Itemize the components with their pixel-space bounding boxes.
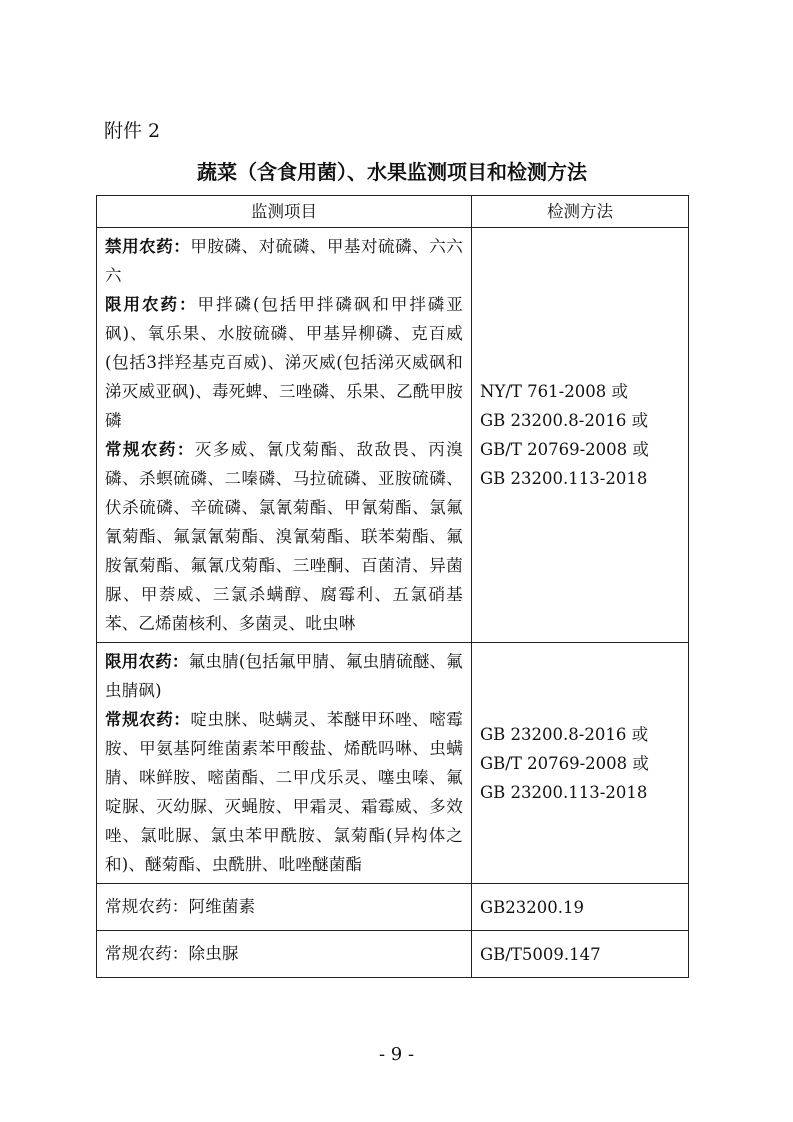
method-line: GB23200.19: [480, 897, 585, 917]
attachment-label: 附件 2: [104, 120, 161, 142]
pesticide-group: [105, 232, 463, 290]
method-line: GB/T5009.147: [480, 944, 601, 964]
group-text: 啶虫脒、哒螨灵、苯醚甲环唑、嘧霉胺、甲氨基阿维菌素苯甲酸盐、烯酰吗啉、虫螨腈、咪鲜胺、嘧菌酯、二甲戊乐灵、噻虫嗪、氟啶脲、灭幼脲、灭蝇胺、甲霜灵、霜霉威、多效唑、氯吡脲、氯虫苯甲酰胺、氯菊酯(异构体之和)、醚菊酯、虫酰肼、吡唑醚菌酯: [105, 710, 464, 874]
group-text: 甲拌磷(包括甲拌磷砜和甲拌磷亚砜)、氧乐果、水胺硫磷、甲基异柳磷、克百威(包括3拌羟基克百威)、涕灭威(包括涕灭威砜和涕灭威亚砜)、毒死蜱、三唑磷、乐果、乙酰甲胺磷: [105, 295, 464, 430]
pesticide-group: [105, 705, 463, 879]
method-line: GB/T 20769-2008 或: [480, 440, 649, 459]
items-cell: [97, 643, 472, 884]
method-line: NY/T 761-2008 或: [480, 382, 628, 401]
group-label: 禁用农药：: [105, 237, 191, 256]
group-label: 限用农药：: [105, 295, 198, 314]
pesticide-group: [105, 892, 463, 922]
document-title: 蔬菜（含食用菌）、水果监测项目和检测方法: [197, 160, 587, 184]
header-monitoring-items: 监测项目: [97, 196, 472, 228]
items-cell: [97, 931, 472, 978]
group-label: 常规农药：: [105, 440, 195, 459]
pesticide-group: [105, 435, 463, 638]
page-number: - 9 -: [378, 1044, 415, 1065]
pesticide-group: [105, 647, 463, 705]
group-text: 常规农药：阿维菌素: [105, 897, 256, 916]
methods-cell: [472, 643, 689, 884]
pesticide-group: [105, 939, 463, 969]
table-row: [97, 884, 689, 931]
table-row: [97, 931, 689, 978]
methods-cell: [472, 884, 689, 931]
methods-cell: [472, 931, 689, 978]
table-header-row: [97, 196, 689, 228]
monitoring-table: [96, 195, 689, 978]
header-test-method: 检测方法: [472, 196, 689, 228]
method-line: GB 23200.8-2016 或: [480, 724, 649, 744]
method-line: GB/T 20769-2008 或: [480, 753, 649, 773]
group-text: 灭多威、氰戊菊酯、敌敌畏、丙溴磷、杀螟硫磷、二嗪磷、马拉硫磷、亚胺硫磷、伏杀硫磷、辛硫磷、氯氰菊酯、甲氰菊酯、氯氟氰菊酯、氟氯氰菊酯、溴氰菊酯、联苯菊酯、氟胺氰菊酯、氟氰戊菊酯、三唑酮、百菌清、异菌脲、甲萘威、三氯杀螨醇、腐霉利、五氯硝基苯、乙烯菌核利、多菌灵、吡虫啉: [105, 440, 464, 633]
methods-cell: [472, 228, 689, 643]
group-label: 常规农药：: [105, 710, 191, 729]
items-cell: [97, 884, 472, 931]
group-text: 氟虫腈(包括氟甲腈、氟虫腈硫醚、氟虫腈砜): [105, 652, 463, 700]
items-cell: [97, 228, 472, 643]
group-text: 常规农药：除虫脲: [105, 944, 239, 963]
method-line: GB 23200.113-2018: [480, 782, 648, 802]
method-line: GB 23200.8-2016 或: [480, 411, 649, 430]
group-label: 限用农药：: [105, 652, 189, 671]
method-line: GB 23200.113-2018: [480, 469, 648, 488]
table-row: [97, 643, 689, 884]
pesticide-group: [105, 290, 463, 435]
table-row: [97, 228, 689, 643]
group-text: 甲胺磷、对硫磷、甲基对硫磷、六六六: [105, 237, 464, 285]
